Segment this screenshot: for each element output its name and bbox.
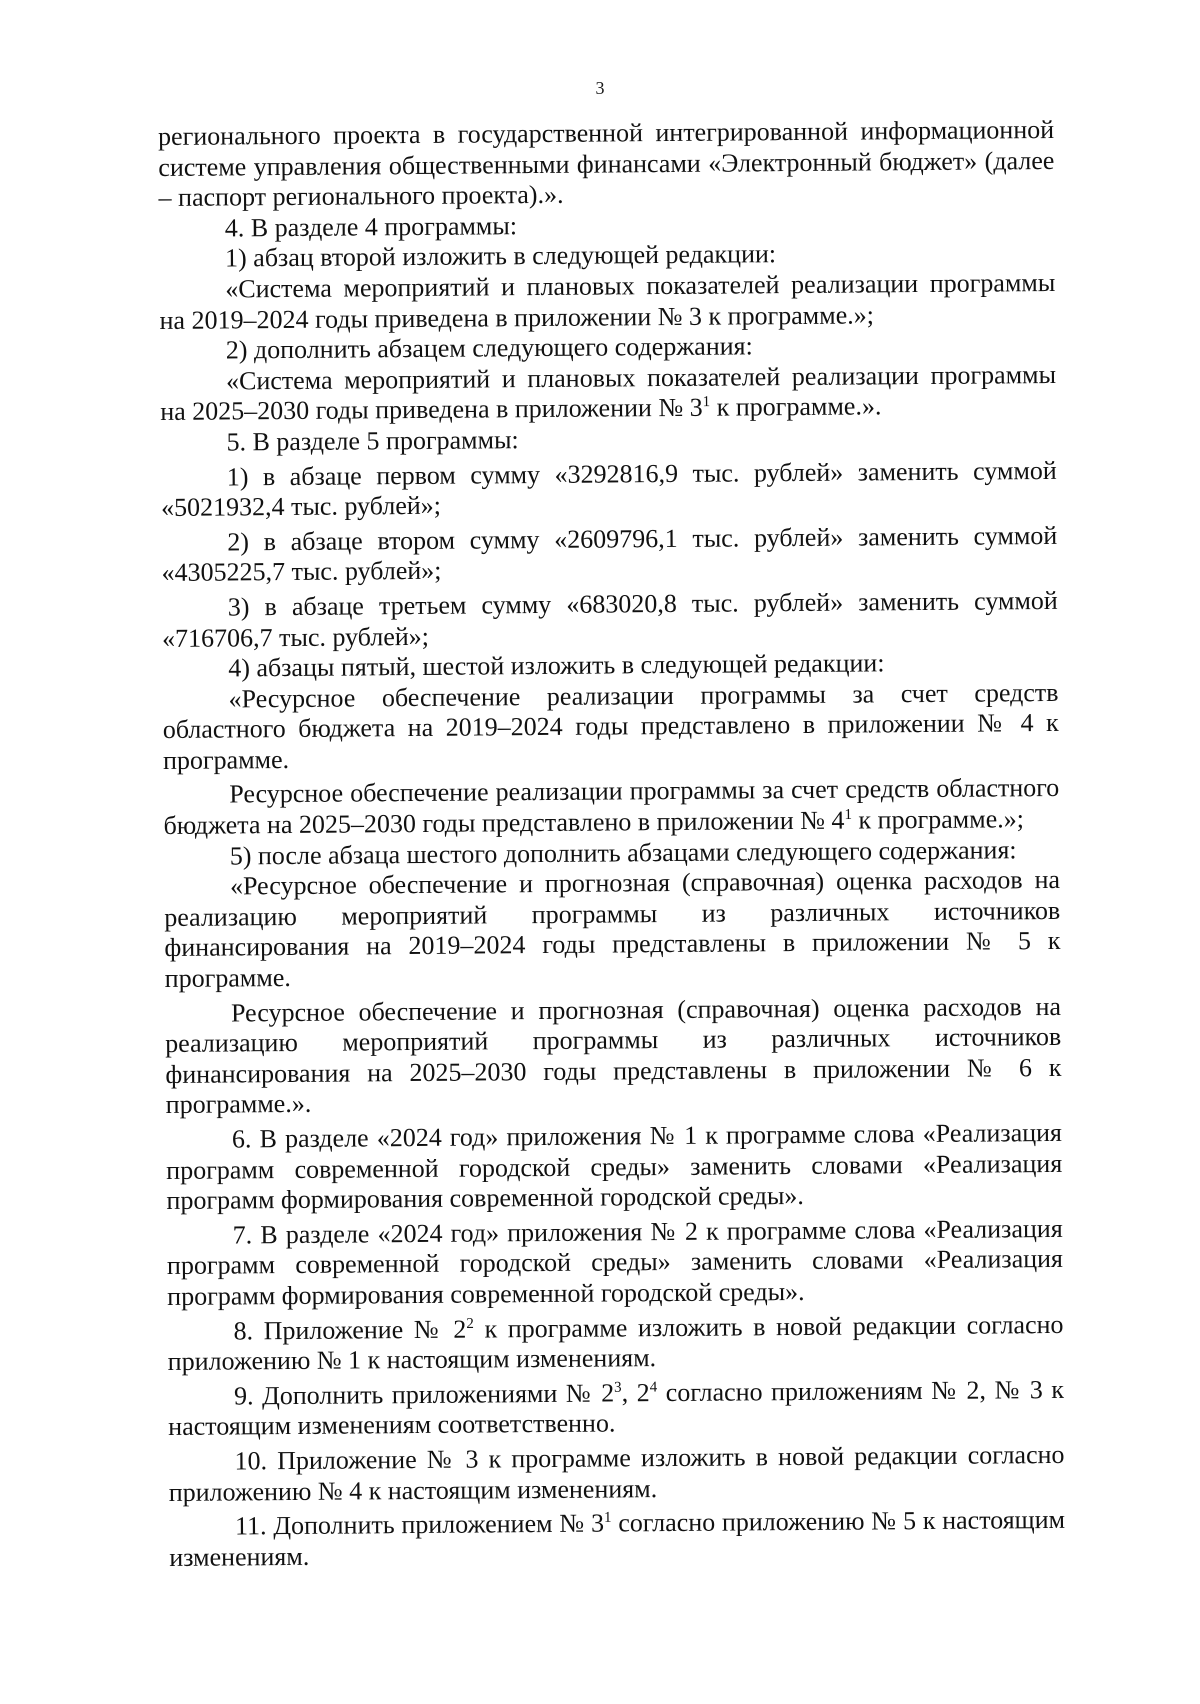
paragraph-passport-continuation: регионального проекта в государственной интегрированной информационной системе управления общественными финансами «Электронный бюджет» (далее – паспорт регионального проекта).». [158, 114, 1055, 213]
paragraph-item-4-2: 2) дополнить абзацем следующего содержания: [225, 331, 753, 365]
paragraph-item-7: 7. В разделе «2024 год» приложения № 2 к программе слова «Реализация программ современной городской среды» заменить словами «Реализация программ формирования современной городской среды». [166, 1213, 1064, 1311]
document-body [158, 115, 1065, 1573]
text-span: 9. Дополнить приложениями № 2 [233, 1378, 615, 1411]
paragraph-item-5-1: 1) в абзаце первом сумму «3292816,9 тыс. рублей» заменить суммой «5021932,4 тыс. рублей»; [160, 455, 1057, 523]
superscript: 1 [844, 806, 852, 824]
superscript: 4 [649, 1379, 658, 1396]
paragraph-quote-2025-2030-system [160, 360, 1056, 428]
text-span: 11. Дополнить приложением № 3 [234, 1508, 605, 1541]
superscript: 3 [614, 1379, 622, 1396]
paragraph-item-5-5: 5) после абзаца шестого дополнить абзацами следующего содержания: [229, 834, 1017, 871]
text-span: согласно приложению № 5 к настоящим изменениям. [169, 1505, 1066, 1572]
paragraph-item-5-4: 4) абзацы пятый, шестой изложить в следующей редакции: [228, 648, 885, 683]
paragraph-item-6: 6. В разделе «2024 год» приложения № 1 к программе слова «Реализация программ современной городской среды» заменить словами «Реализация программ формирования современной городской среды». [166, 1117, 1063, 1216]
text-span: Ресурсное обеспечение реализации программы за счет средств областного бюджета на 2025–2030 годы представлено в приложении № 4 [163, 773, 1060, 841]
text-span: согласно приложениям № 2, № 3 к настоящим изменениям соответственно. [168, 1374, 1065, 1442]
paragraph-resources-2025-2030 [163, 773, 1059, 841]
paragraph-quote-forecast-2019-2024: «Ресурсное обеспечение и прогнозная (справочная) оценка расходов на реализацию мероприятий программы из различных источников финансирования на 2019–2024 годы представлены в приложении № 5 к программе. [164, 865, 1061, 994]
paragraph-item-10: 10. Приложение № 3 к программе изложить в новой редакции согласно приложению № 4 к настоящим изменениям. [168, 1439, 1065, 1507]
superscript: 1 [702, 394, 711, 411]
page-number: 3 [595, 78, 605, 98]
text-span: «Система мероприятий и плановых показателей реализации программы на 2025–2030 годы приведена в приложении № 3 [160, 359, 1057, 427]
paragraph-item-11 [169, 1505, 1065, 1573]
paragraph-quote-resources-2019-2024: «Ресурсное обеспечение реализации программы за счет средств областного бюджета на 2019–2024 годы представлено в приложении № 4 к программе. [162, 677, 1059, 775]
paragraph-forecast-2025-2030: Ресурсное обеспечение и прогнозная (справочная) оценка расходов на реализацию мероприятий программы из различных источников финансирования на 2025–2030 годы представлены в приложении № 6 к программе.». [165, 991, 1062, 1120]
text-span: 8. Приложение № 2 [233, 1314, 467, 1346]
paragraph-item-8 [167, 1309, 1063, 1377]
paragraph-item-5: 5. В разделе 5 программы: [226, 425, 519, 457]
paragraph-item-4: 4. В разделе 4 программы: [224, 210, 518, 243]
paragraph-item-9 [168, 1375, 1064, 1443]
paragraph-quote-2019-2024-system: «Система мероприятий и плановых показателей реализации программы на 2019–2024 годы приведена в приложении № 3 к программе.»; [159, 267, 1056, 335]
superscript: 1 [603, 1509, 612, 1527]
text-span: к программе изложить в новой редакции согласно приложению № 1 к настоящим изменениям. [167, 1309, 1064, 1377]
paragraph-item-5-3: 3) в абзаце третьем сумму «683020,8 тыс. рублей» заменить суммой «716706,7 тыс. рублей»; [161, 585, 1058, 653]
text-span: к программе.»; [851, 804, 1025, 835]
superscript: 2 [466, 1315, 474, 1332]
paragraph-item-4-1: 1) абзац второй изложить в следующей редакции: [224, 239, 777, 273]
paragraph-item-5-2: 2) в абзаце втором сумму «2609796,1 тыс. рублей» заменить суммой «4305225,7 тыс. рублей»; [161, 520, 1058, 588]
text-span: , 2 [621, 1377, 650, 1408]
text-span: к программе.». [710, 391, 882, 423]
